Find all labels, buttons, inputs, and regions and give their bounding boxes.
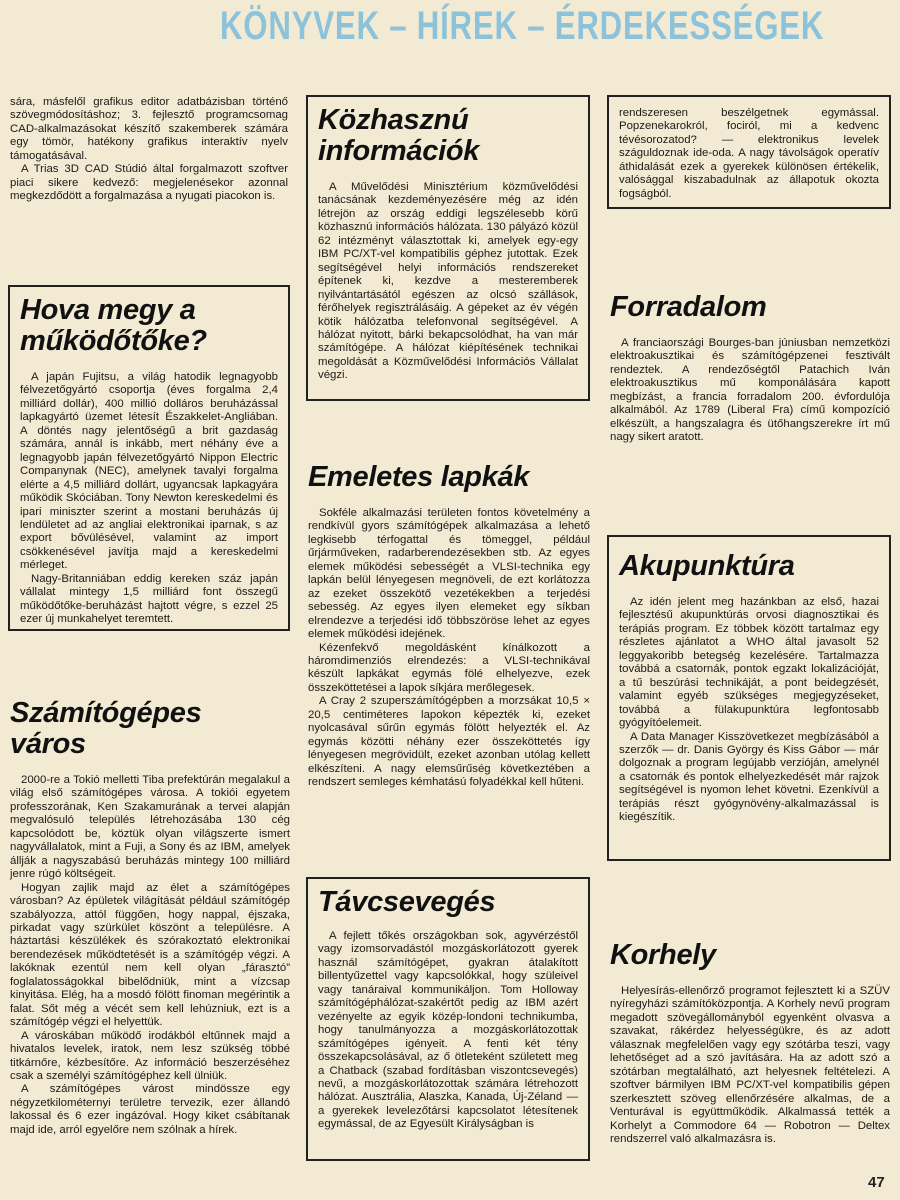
article-paragraph: A Data Manager Kisszövetkezet megbízásából a szerzők — dr. Danis György és Kiss Gábor — már dolgoznak a program legújabb verzióján, amelynél a csatornák és pontok elhelyezkedését már rajzok segítségével is nyomon lehet követni. Ezenkívül a terápiás részt gyógynövény-alkalmazással is kiegészítik.	[619, 730, 879, 824]
article-title: Számítógépes város	[10, 697, 202, 760]
article-paragraph: A városkában működő irodákból eltűnnek majd a hivatalos levelek, iratok, nem lesz szükség többé titkárnőre, kézbesítőre. Az információ beszerzéséhez csak a személyi számítógéphez kell ülniük.	[10, 1029, 290, 1082]
article-paragraph: A Cray 2 szuperszámítógépben a morzsákat 10,5 × 20,5 centiméteres lapokon képezték ki, ezeket nyolcasával sűrűn egymás fölött helyezték el. Az egymás közötti néhány ezer összeköttetés így lényegesen megrövidült, ezeket azonban utólag kellett elkészíteni. A nagy elemsűrűség következtében a rendszert semleges kémhatású folyadékkal kell hűteni.	[308, 695, 590, 789]
article-tavcsevezes-continuation	[607, 95, 891, 209]
article-title: Forradalom	[610, 291, 767, 323]
article-paragraph: A franciaországi Bourges-ban júniusban nemzetközi elektroakusztikai és számítógépzenei fesztivált rendeztek. A rendezőségtől Patachich Iván elektroakusztikus mű komponálására kapott megbízást, a francia forradalom 200. évfordulója alkalmából. Az 1789 (Liberal Fra) című kompozíció elkészült, a hangszalagra és ütőhangszerekre írt mű nagy sikert aratott.	[610, 337, 890, 444]
section-masthead: KÖNYVEK – HÍREK – ÉRDEKESSÉGEK	[220, 4, 825, 48]
article-lapkak	[308, 462, 590, 790]
article-paragraph: Nagy-Britanniában eddig kereken száz japán vállalat mintegy 1,5 milliárd font összegű működőtőke-beruházást hajtott végre, s ezzel 25 ezer új munkahelyet teremtett.	[20, 572, 278, 626]
article-paragraph: sára, másfelől grafikus editor adatbázisban történő szövegmódosításhoz; 3. fejlesztő programcsomag CAD-alkalmazásokat készítő szakemberek számára egy tömör, hatékony grafikus interaktív nyelv támogatásával.	[10, 96, 288, 162]
article-mukodotoke	[8, 285, 290, 631]
article-tavcsevezes	[306, 877, 590, 1161]
article-akupunktura	[607, 535, 891, 861]
article-paragraph: Hogyan zajlik majd az élet a számítógépes városban? Az épületek világítását például számítógép szabályozza, attól függően, hogy nappal, éjszaka, pirkadat vagy szürkület köszönt a településre. A háztartási készülékek és szórakoztató elektronikai berendezések működtetését is a számítógép végzi. A lakóknak ezentúl nem kell olyan „fárasztó” foglalatosságokkal bibelődniük, mint a vízcsap kinyitása. Elég, ha a mosdó fölött finoman megérintik a falat. Sőt még a vécét sem kell lehúzniuk, ezt is a számítógép végzi el helyettük.	[10, 881, 290, 1029]
article-paragraph: A Művelődési Minisztérium közművelődési tanácsának kezdeményezésére még az idén létrejön az ország eddigi legszélesebb körű közhasznú információs hálózata. 130 pályázó közül 62 intézményt választottak ki, amelyek egy-egy IBM PC/XT-vel kompatibilis géphez jutottak. Ezek segítségével helyi információs rendszereket építenek ki, kezdve a mesteremberek nyilvántartásától egészen az olcsó szállások, férőhelyek regisztrálásáig. A gépeket az év végén kötik hálózatba telefonvonal segítségével. A hálózat nyitott, bárki bekapcsolódhat, ha van már számítógépe. A hálózat kiépítésének technikai megoldását a Közművelődési Információs Vállalat végzi.	[318, 181, 578, 382]
article-title: Hova megy a működőtőke?	[20, 294, 207, 357]
article-paragraph: Kézenfekvő megoldásként kínálkozott a háromdimenziós elrendezés: a VLSI-technikával készült lapkákat egymás fölé elhelyezve, ezek összeköttetései a lapok síkjára merőlegesek.	[308, 641, 590, 694]
page-number: 47	[868, 1174, 885, 1191]
article-cad-continuation	[10, 96, 288, 204]
article-paragraph: Az idén jelent meg hazánkban az első, hazai fejlesztésű akupunktúrás orvosi diagnosztikai és terápiás program. Ez többek között tartalmaz egy részletes ajánlatot a WHO által javasolt 52 leggyakoribb betegség kezelésére. Tartalmazza továbbá a csatornák, pontok egzakt lokalizációját, a tű beszúrási technikáját, a pont beidegzését, valamint egyéb szükséges megjegyzéseket, továbbá a fülakupunktúra legfontosabb gyógyítóelemeit.	[619, 596, 879, 730]
article-title: Közhasznú információk	[318, 104, 480, 167]
article-varos	[10, 698, 290, 1137]
article-paragraph: 2000-re a Tokió melletti Tiba prefektúrán megalakul a világ első számítógépes városa. A tokiói egyetem professzorának, Ken Szakamurának a tervei alapján megvalósuló település létrehozásába 130 cég kapcsolódott be, köztük olyan világszerte ismert nagyvállalatok, mint a Fuji, a Sony és az IBM, amelyek állják a nagyszabású beruházás mintegy 100 milliárd jenre rúgó költségeit.	[10, 774, 290, 881]
article-paragraph: A japán Fujitsu, a világ hatodik legnagyobb félvezetőgyártó csoportja (éves forgalma 2,4 milliárd dollár), 400 millió dolláros beruházással lapkagyártó üzemet létesít Északkelet-Angliában. A döntés nagy jelentőségű a brit gazdaság számára, annál is inkább, mert néhány éve a legnagyobb japán félvezetőgyártó Nippon Electric Companynak (NEC), amelynek tavalyi forgalma elérte a 4,5 milliárd dollárt, ugyancsak lapkagyára működik Skóciában. Tony Newton kereskedelmi és ipari miniszter szerint a mostani beruházás új lendületet ad az angliai elektronikai iparnak, s az export bővülésével, valamint az import csökkenésével javítja majd a kereskedelmi mérleget.	[20, 371, 278, 572]
article-title: Távcsevegés	[318, 886, 496, 918]
article-paragraph: A Trias 3D CAD Stúdió által forgalmazott szoftver piaci sikere kedvező: megjelenésekor azonnal megkezdődött a forgalmazása a nyugati piacokon is.	[10, 163, 288, 203]
article-title: Akupunktúra	[619, 550, 795, 582]
article-paragraph: Helyesírás-ellenőrző programot fejlesztett ki a SZÜV nyíregyházi számítóközpontja. A Korhely nevű program megadott szövegállományból egyenként olvasva a szavakat, rákérdez helyességükre, és az adott válasznak megfelelően vagy egy szótárba teszi, vagy lehetőséget ad a szó javítására. Ha az adott szó a szótárban megtalálható, azt helyesnek feltételezi. A szoftver bármilyen IBM PC/XT-vel kompatibilis gépen szerkesztett szöveg ellenőrzésére alkalmas, de a Venturával is együttműködik. Alkalmassá tették a Korhelyt a Commodore 64 — Robotron — Deltex rendszerrel való alkalmazásra is.	[610, 985, 890, 1145]
article-title: Emeletes lapkák	[308, 461, 530, 493]
article-korhely	[610, 940, 890, 1146]
article-paragraph: rendszeresen beszélgetnek egymással. Popzenekarokról, fociról, mi a kedvenc tévésorozatod? — elektronikus levelek száguldoznak ide-oda. A nagy távolságok operatív áthidalását ezek a gyerekek különösen értékelik, valósággal kiszabadulnak az állapotuk okozta fogságból.	[619, 107, 879, 200]
article-paragraph: Sokféle alkalmazási területen fontos követelmény a rendkívül gyors számítógépek alkalmazása a lehető legkisebb térfogattal és tömeggel, például űrjárműveken, radarberendezésekben stb. Az egyes elemek működési sebességét a VLSI-technika egy lapkán belül lényegesen megnöveli, de ezt korlátozza az ezeket összekötő vezetékekben a terjedési sebesség. Az egyes ilyen elemeket egy síkban elrendezve a terjedési idő többszöröse lehet az egyes elemek működési idejének.	[308, 507, 590, 641]
article-paragraph: A számítógépes várost mindössze egy négyzetkilométernyi területre tervezik, ezer állandó lakossal és 6 ezer ingázóval. Hogy kiket csábítanak majd ide, arról egyelőre nem szólnak a hírek.	[10, 1083, 290, 1136]
article-paragraph: A fejlett tőkés országokban sok, agyvérzéstől vagy izomsorvadástól mozgáskorlátozott gyerek használ számítógépet, gyakran átalakított billentyűzettel vagy kapcsolókkal, hogy szüleivel vagy tanáraival kommunikáljon. Tom Holloway számítógéphálózat-szakértőt pedig az IBM azért vezényelte az egyik közép-londoni technikumba, hogy tanulmányozza a mozgáskorlátozottak számítógépes igényeit. A fenti két tény összekapcsolásával, az ő ötleteként született meg a Chatback (szabad fordításban viszontcsevegés) nevű, a mozgáskorlátozottak számára létrehozott hálózat. Ausztrália, Alaszka, Kanada, Új-Zéland — a gyerekek levelezőtársi kapcsolatot létesítenek egymással, de az Egyesült Királyságban is	[318, 930, 578, 1131]
article-kozhasznu	[306, 95, 590, 401]
article-title: Korhely	[610, 939, 716, 971]
article-forradalom	[610, 292, 890, 445]
